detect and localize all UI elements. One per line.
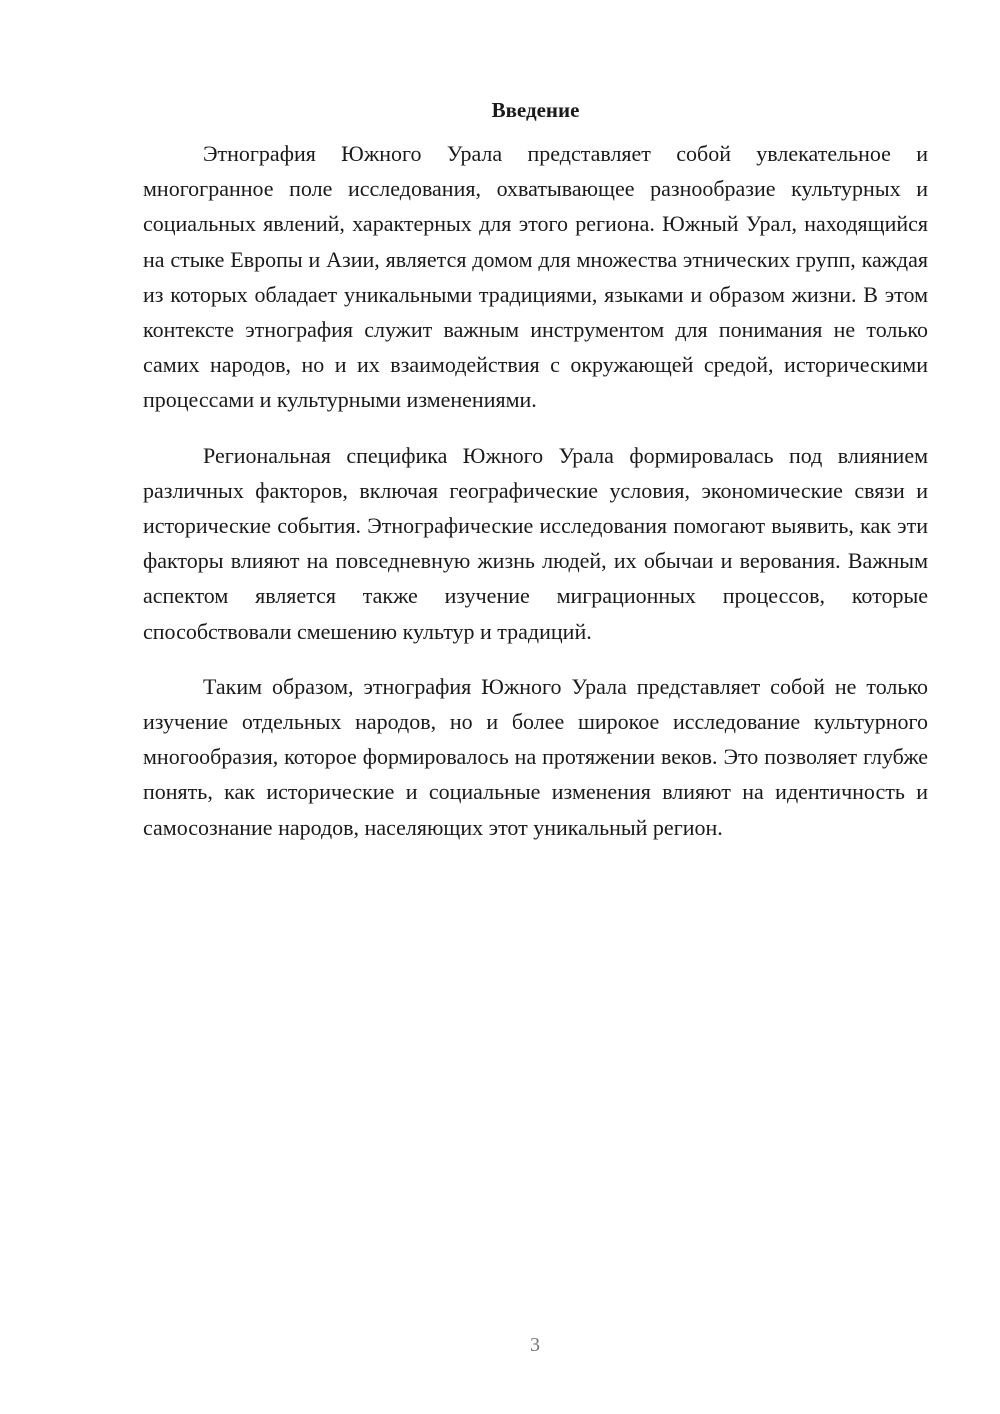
paragraph-2: Региональная специфика Южного Урала формировалась под влиянием различных факторов, включая географические условия, экономические связи и исторические события. Этнографические исследования помогают выявить, как эти факторы влияют на повседневную жизнь людей, их обычаи и верования. Важным аспектом является также изучение миграционных процессов, которые способствовали смешению культур и традиций. xyxy=(143,442,928,644)
paragraph-1: Этнография Южного Урала представляет собой увлекательное и многогранное поле исследования, охватывающее разнообразие культурных и социальных явлений, характерных для этого региона. Южный Урал, находящийся на стыке Европы и Азии, является домом для множества этнических групп, каждая из которых обладает уникальными традициями, языками и образом жизни. В этом контексте этнография служит важным инструментом для понимания не только самих народов, но и их взаимодействия с окружающей средой, историческими процессами и культурными изменениями. xyxy=(143,141,928,413)
page-number: 3 xyxy=(530,1334,540,1356)
page-heading: Введение xyxy=(491,98,580,122)
paragraph-3: Таким образом, этнография Южного Урала представляет собой не только изучение отдельных народов, но и более широкое исследование культурного многообразия, которое формировалось на протяжении веков. Это позволяет глубже понять, как исторические и социальные изменения влияют на идентичность и самосознание народов, населяющих этот уникальный регион. xyxy=(143,673,928,840)
page-content xyxy=(143,96,928,865)
